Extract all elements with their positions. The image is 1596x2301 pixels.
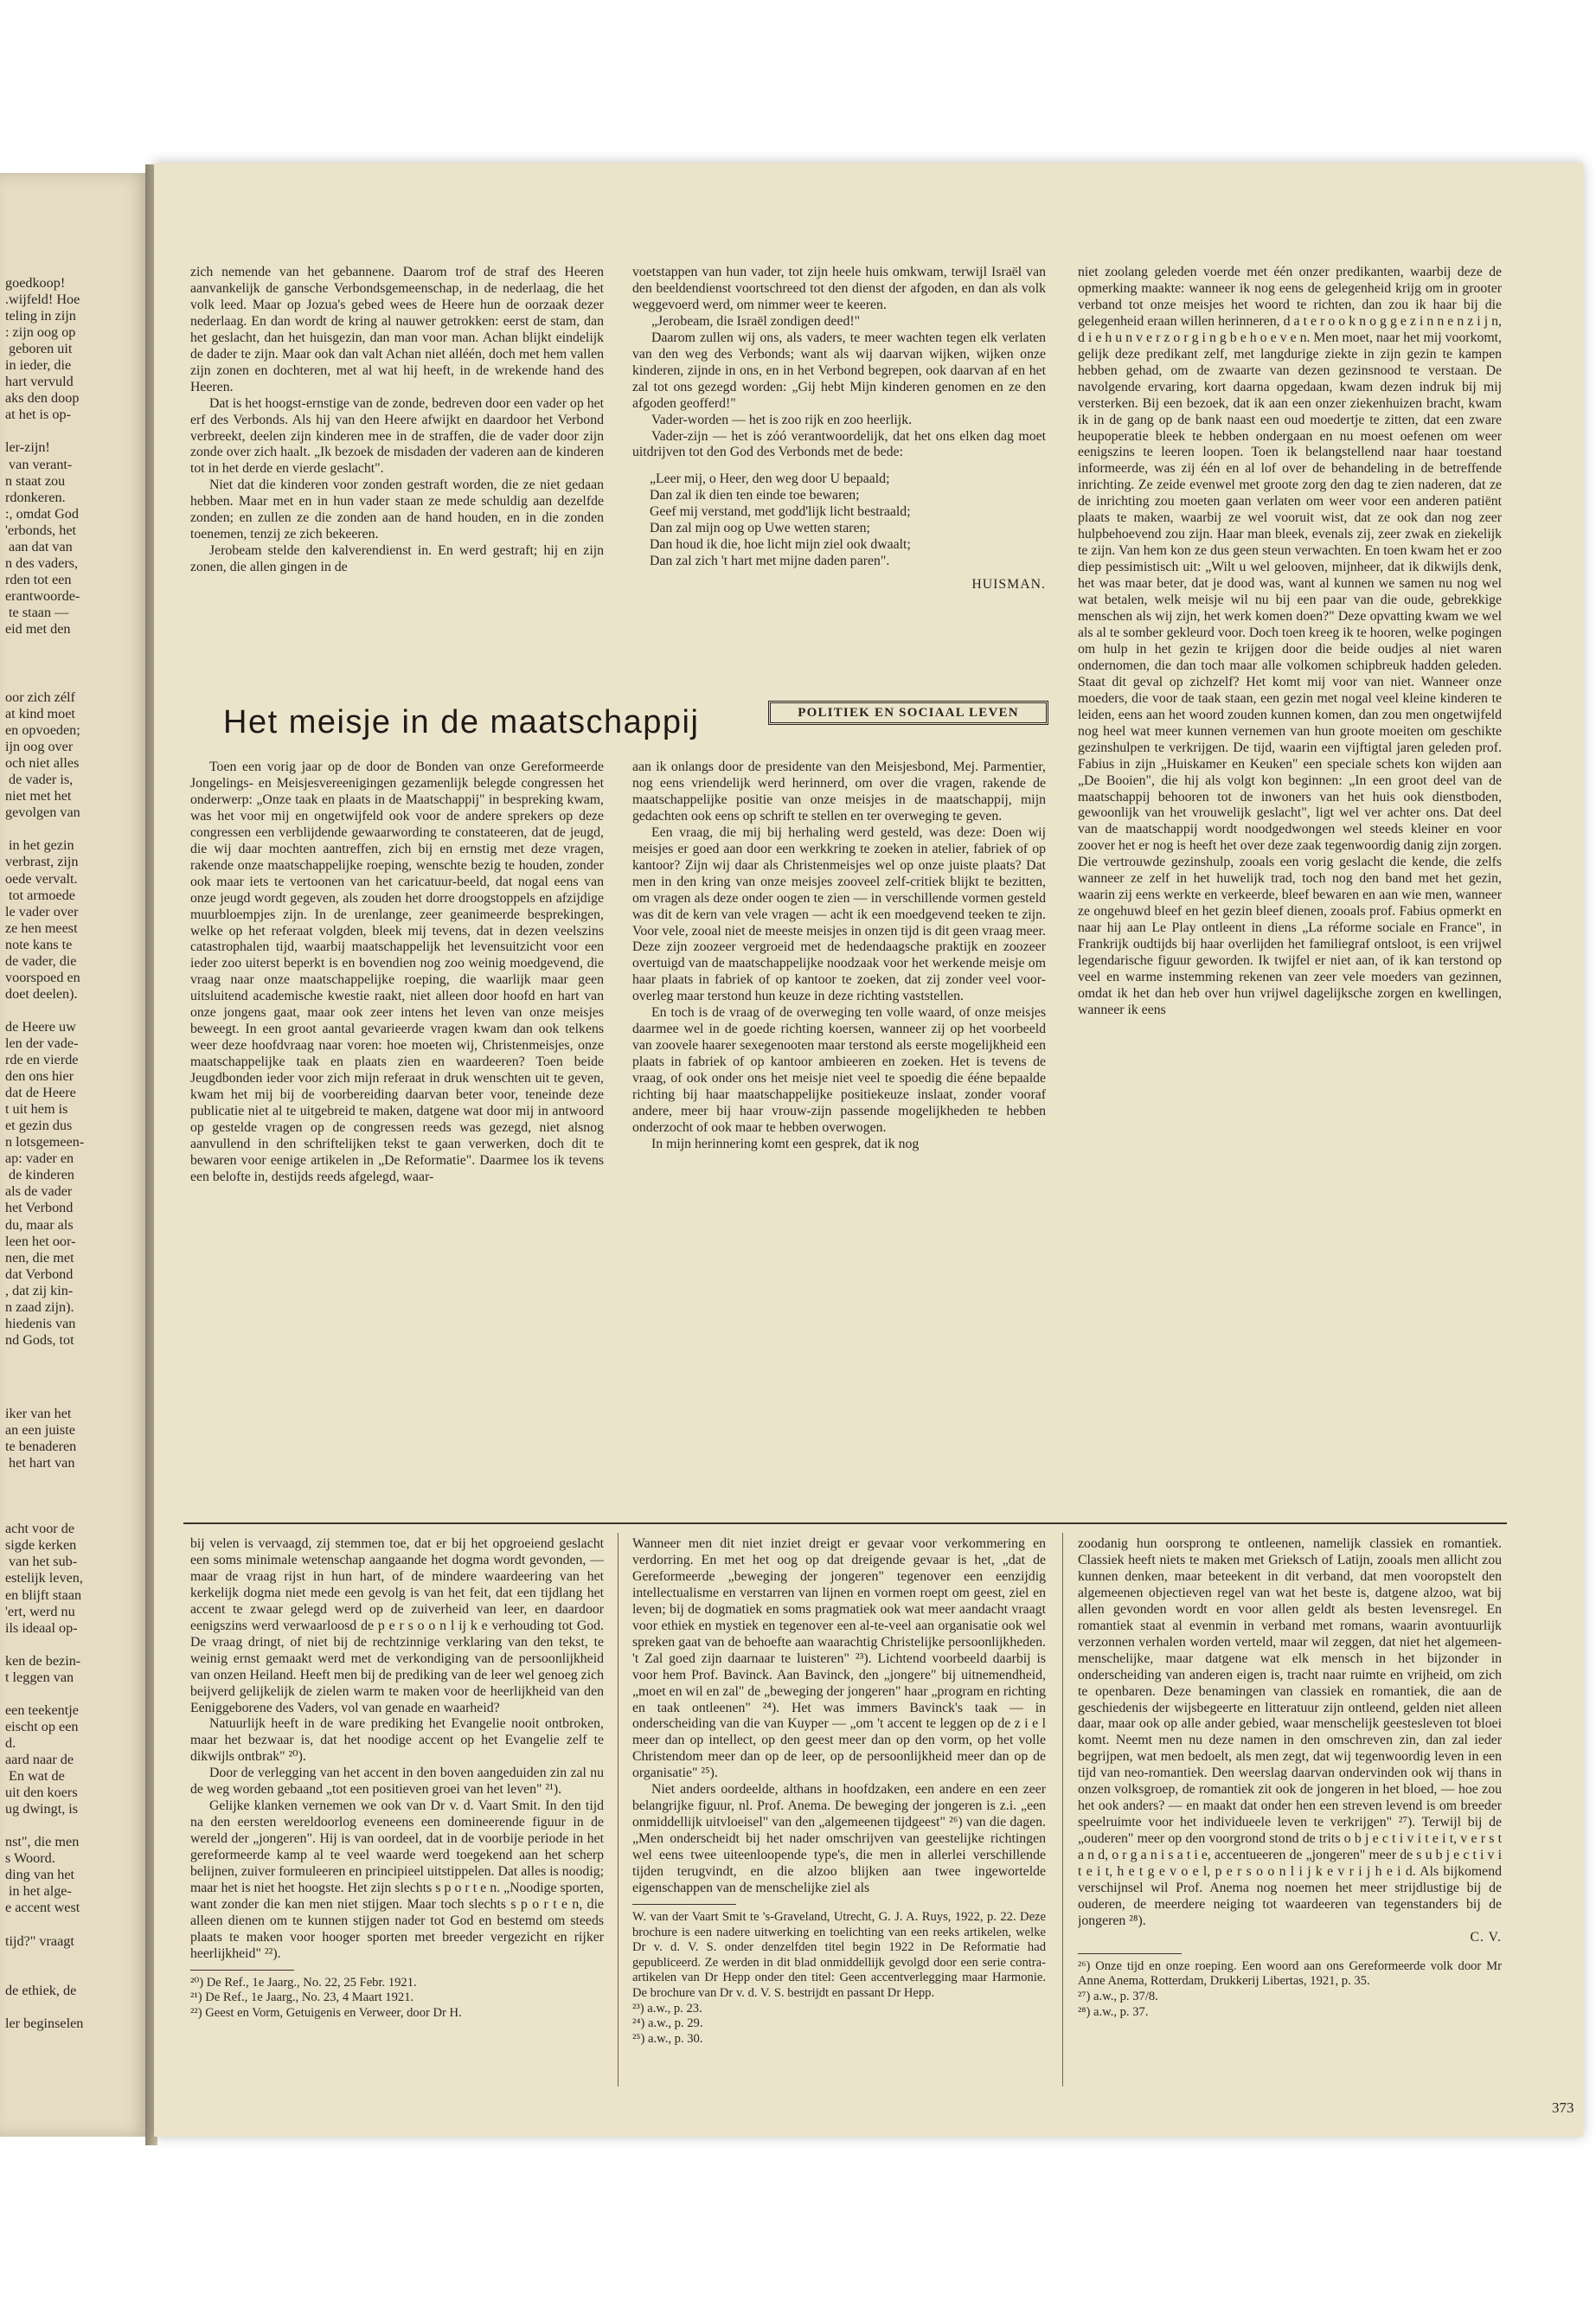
footnote-rule	[1078, 1953, 1182, 1954]
footnote: ²³) a.w., p. 23.	[632, 2001, 702, 2016]
footnote: ²⁴) a.w., p. 29.	[632, 2016, 703, 2031]
page-number: 373	[1552, 2099, 1574, 2116]
paragraph: aan ik onlangs door de presidente van den Meisjesbond, Mej. Parmentier, nog eens vriendelijk werd herinnerd, om over die vragen, rakende de maatschappelijke positie van onze meisjes in de maatschappij, mijn gedachten ook eens op schrift te stellen en ter overweging te geven.	[632, 760, 1046, 824]
section-divider	[183, 1522, 1507, 1524]
paragraph: voetstappen van hun vader, tot zijn heele huis omkwam, terwijl Israël van den beeldendienst voortschreed tot den dienst der afgoden, en dan als volk weggevoerd werd, om nimmer weer te keeren.	[632, 265, 1046, 312]
author-signature: C. V.	[1470, 1929, 1502, 1945]
left-fragment-2: oor zich zélf at kind moet en opvoeden; ijn oog over och niet alles de vader is, niet met het gevolgen van in het gezin verbrast, zijn oede vervalt. tot armoede le vader over ze hen meest note kans te de vader, die voorspoed en doet deelen). de Heere uw len der vade- rde en vierde den ons hier dat de Heere t uit hem is et gezin dus n lotsgemeen- ap: vader en de kinderen als de vader het Verbond du, maar als leen het oor- nen, die met dat Verbond , dat zij kin- n zaad zijn). hiedenis van nd Gods, tot	[5, 689, 85, 1348]
paragraph: En toch is de vraag of de overweging ten volle waard, of onze meisjes daarmee wel in de goede richting koersen, wanneer zij op het voorbeeld van zoovele haarer sexegenooten maar terstond als eerste mogelijkheid een plaats in fabriek of op kantoor ambieeren en zoeken. Het is tevens de vraag, of ook onder ons het meisje niet veel te spoedig die ééne bepaalde richting bij haar maatschappelijke positiekeuze inslaat, zonder vooraf andere, meer bij haar vrouw-zijn passende mogelijkheden te hebben onderzocht of ook maar te hebben overwogen.	[632, 1005, 1046, 1135]
paragraph: Daarom zullen wij ons, als vaders, te meer wachten tegen elk verlaten van den weg des Verbonds; want als wij daarvan wijken, wijken onze kinderen, zijnde in ons, en in het Verbond begrepen, ook daarvan af en het zal tot ons gezegd worden: „Gij hebt Mijn kinderen genomen en ze den afgoden geofferd!"	[632, 330, 1046, 411]
left-fragment-1: goedkoop! .wijfeld! Hoe teling in zijn : zijn oog op geboren uit in ieder, die hart vervuld aks den doop at het is op- ler-zijn! van verant- n staat zou rdonkeren. :, omdat God 'erbonds, het aan dat van n des vaders, rden tot een erantwoorde- te staan — eid met den	[5, 275, 80, 637]
left-fragment-3: iker van het an een juiste te benaderen het hart van acht voor de sigde kerken van het sub- estelijk leven, en blijft staan 'ert, werd nu ils ideaal op- ken de bezin- t leggen van een teekentje eischt op een d. aard naar de En wat de uit den koers ug dwingt, is nst", die men s Woord. ding van het in het alge- e accent west tijd?" vraagt de ethiek, de ler beginselen	[5, 1406, 84, 2031]
paragraph: zoodanig hun oorsprong te ontleenen, namelijk classiek en romantiek. Classiek heeft niets te maken met Grieksch of Latijn, zooals men allicht zou kunnen denken, maar beteekent in dit verband, dat men vooropstelt den algemeenen objectieven regel van wat het beste is, datgene alzoo, wat bij allen gevonden wordt en voor allen geldt als besten levensregel. En romantiek staat al evenmin in verband met romans, waarin avontuurlijk verzonnen verhalen worden verteld, maar wil zeggen, dat niet het algemeen-menschelijke, maar datgene wat elk mensch in het bijzonder in onderscheiding van anderen eigen is, tracht naar ruimte en vrijheid, om zich te openbaren. Deze benamingen van classiek en romantiek, die aan de geschiedenis der wijsbegeerte en litteratuur zijn ontleend, gelden niet alleen daar, maar ook op alle ander gebied, waar menschelijk geestesleven tot bloei komt. Neemt men nu deze namen in den omschreven zin, dan zal ieder begrijpen, wat men bedoelt, als men zegt, dat wij tegenwoordig leven in een tijd van neo-romantiek. Den weerslag daarvan ondervinden ook wij thans in onzen volksgroep, de romantiek zit ook de jongeren in het bloed, — hoe zou het ook anders? — en maakt dat onder hen een streven levend is om breeder speelruimte voor het individueele leven te verkrijgen" ²⁷). Terwijl bij de „ouderen" meer op den voorgrond stond de trits o b j e c t i v i t e i t, v e r s t a n d, o r g a n i s a t i e, accentueeren de „jongeren" meer de s u b j e c t i v i t e i t, h e t g e v o e l, p e r s o o n l i j k e v r i j h e i d. Als bijkomend verschijnsel wil Prof. Anema nog noemen het meer strijdlustige bij de ouderen, de meerdere neiging tot waardeeren van tegenstanders bij de jongeren ²⁸).	[1078, 1536, 1502, 1928]
footnote: ²¹) De Ref., 1e Jaarg., No. 23, 4 Maart 1921.	[190, 1990, 414, 2005]
paragraph: niet zoolang geleden voerde met één onzer predikanten, waarbij deze de opmerking maakte: wanneer ik nog eens de gelegenheid krijg om in grooter verband tot onze meisjes het woord te richten, dan zou ik haar bij die gelegenheid eraan willen herinneren, d a t e r o o k n o g g e z i n n e n z i j n, d i e h u n v e r z o r g i n g b e h o e v e n. Men moet, naar het mij voorkomt, gelijk deze predikant zelf, met langdurige ziekte in zijn gezin te kampen hebben gehad, om de zwaarte van dezen gezinsnood te verstaan. De navolgende ervaring, kort daarna opgedaan, kwam dezen indruk bij mij versterken. Bij een bezoek, dat ik aan een onzer ziekenhuizen bracht, kwam ik in de gang op de bank naast een oud moedertje te zitten, dat een zware heupoperatie bleek te hebben ondergaan en nu moest oefenen om weer eenigszins te leeren loopen. Toen ik belangstellend naar haar toestand informeerde, was zij één en al lof over de behandeling in de betreffende inrichting. Ze zeide evenwel met groote zorg den dag te zien naderen, dat ze de inrichting zou moeten gaan verlaten om weer voor een anderen patiënt plaats te maken, waarbij ze wel vooruit wist, dat ze ook dan nog zeer hulpbehoevend zou zijn. Haar man bleek, evenals zij, zeer zwak en ziekelijk te zijn. Van hem kon ze dus geen steun verwachten. En toen kwam het er zoo diep pessimistisch uit: „Wilt u wel gelooven, mijnheer, dat ik dikwijls denk, het was maar beter, dat je dood was, want al kunnen we samen nu nog wel wat betalen, welk meisje wil nu bij een paar van die oude, gebrekkige menschen als wij zijn, het werk komen doen?" Deze opvatting kwam we wel als al te somber gekleurd voor. Doch toen kreeg ik te hooren, welke pogingen om hulp in het gezin te krijgen door die beide oudjes al niet waren ondernomen, die dan toch maar alle volkomen schipbreuk hadden geleden. Staat dit geval op zichzelf? Het komt mij voor van niet. Wanneer onze moeders, die voor de taak staan, een gezin met nogal veel kleine kinderen te leiden, eens aan het woord zouden kunnen komen, dan zou men ongetwijfeld nog heel wat meer kunnen vernemen van hun groote moeiten om geschikte gezinshulpen te verkrijgen. De tijd, waarin een vijftigtal jaren geleden prof. Fabius in zijn „Huiskamer en Keuken" een speciale schets kon wijden aan „De Booien", die hij als volgt kon beginnen: „In een groot deel van de maatschappij behooren tot de inwoners van het huis ook dienstboden, gewoonlijk van het vrouwelijk geslacht", ligt wel ver achter ons. Dat deel van de maatschappij wordt noodgedwongen wel steeds kleiner en voor zoover het er nog is heeft het over deze zaak tegenwoordig danig zijn zorgen. Die vertrouwde gezinshulp, zooals een vorig geslacht die kende, die zelfs wanneer ze zelf in het huwelijk trad, toch nog den band met het gezin, waarin zij eens werkte en verkeerde, bleef bewaren en aan wie men, wanneer ze ongehuwd bleef en het gezin bleef dienen, zooals prof. Fabius opmerkt en naar hij aan Le Play ontleent in diens „La réforme sociale en France", in Frankrijk oudtijds bij haar overlijden het familiegraf ontsloot, is een vrijwel legendarische figuur geworden. Ik twijfel er niet aan, of ik kan terstond op veel en warme instemming rekenen van zeer vele moeders van gezinnen, omdat ik het dan heb over hun vrijwel dagelijksche zorgen en kwellingen, wanneer ik eens	[1078, 265, 1502, 1017]
paragraph: Niet anders oordeelde, althans in hoofdzaken, een andere en een zeer belangrijke figuur, nl. Prof. Anema. De beweging der jongeren is z.i. „een onmiddellijk uitvloeisel" van den „algemeenen tijdgeest" ²⁶) van die dagen. „Men onderscheidt bij het nader omschrijven van geestelijke richtingen wel eens twee uiteenloopende type's, die men in allerlei verschillende tijden terugvindt, en die alzoo blijken aan twee ingewortelde eigenschappen van de menschelijke ziel als	[632, 1782, 1046, 1896]
footnotes	[632, 1910, 1046, 2047]
paragraph: Wanneer men dit niet inziet dreigt er gevaar voor verkommering en verdorring. En met het oog op dat dreigende gevaar is het, „dat de Gereformeerde „beweging der jongeren" tegenover een eenzijdig intellectualisme en verstarren van lijnen en vormen roept om geest, ziel en leven; bij de dogmatiek en soms pragmatiek ook wat meer aandacht vraagt voor ethiek en mystiek en tegenover een al-te-veel aan organisatie ook wel spreken gaat van de behoefte aan waarachtig Christelijke persoonlijkheden. 't Zal goed zijn daarnaar te luisteren" ²³). Lichtend voorbeeld daarbij is voor hem Prof. Bavinck. Aan Bavinck, den „jongere" bij uitnemendheid, „moet en wil en zal" de „beweging der jongeren" haar „program en richting en taak ontleenen" ²⁴). Het was immers Bavinck's taak — in onderscheiding van die van Kuyper — „om 't accent te leggen op de z i e l meer dan op intellect, op den geest meer dan op den vorm, op het volle Christendom meer dan op de leer, op de persoonlijkheid meer dan op de organisatie" ²⁵).	[632, 1536, 1046, 1781]
footnote-rule	[632, 1904, 736, 1905]
article-title: Het meisje in de maatschappij	[223, 704, 700, 740]
paragraph: In mijn herinnering komt een gesprek, dat ik nog	[651, 1136, 920, 1151]
paragraph: Gelijke klanken vernemen we ook van Dr v. d. Vaart Smit. In den tijd na den eersten wereldoorlog eveneens een domineerende figuur in de wereld der „jongeren". Hij is van oordeel, dat in de voorbije periode in het gereformeerde kamp al te veel waarde werd toegekend aan het scherp belijnen, zuiver formuleeren en principieel uitstippelen. Dat alles is noodig; maar het is niet het hoogste. Het zijn slechts s p o r t e n. „Noodige sporten, want zonder die kan men niet stijgen. Maar toch slechts s p o r t e n, die alleen dienen om te kunnen stijgen nader tot God en bestemd om steeds plaats te maken voor hooger sporten met breeder vergezicht en rijker heerlijkheid" ²²).	[190, 1798, 604, 1961]
paragraph: Vader-zijn — het is zóó verantwoordelijk, dat het ons elken dag moet uitdrijven tot den God des Verbonds met de bede:	[632, 428, 1046, 460]
article-column-2	[632, 760, 1046, 1497]
footnote-rule	[190, 1970, 294, 1971]
column-divider	[618, 1533, 619, 2086]
footnotes	[190, 1976, 604, 2022]
paragraph: zich nemende van het gebannene. Daarom trof de straf des Heeren aanvankelijk de gansche Verbondsgemeenschap, in de nederlaag, die het volk leed. Maar op Jozua's gebed wees de Heere hun de oorzaak dezer nederlaag. En dan wordt de kring al nauwer getrokken: eerst de stam, dan het geslacht, dan het huisgezin, dan man voor man. Achan blijkt eindelijk de dader te zijn. Maar ook dan valt Achan niet alléén, doch met hem vallen zijn zonen en dochteren, met al wat hij heeft, in de wrekende hand des Heeren.	[190, 265, 604, 394]
main-page	[154, 163, 1583, 2137]
top-column-1	[190, 265, 604, 680]
left-page-edge	[0, 173, 149, 2137]
paragraph: Natuurlijk heeft in de ware prediking het Evangelie nooit ontbroken, maar het bezwaar is, dat het noodige accent op het Evangelie zelf te dikwijls ontbrak" ²⁰).	[190, 1716, 604, 1765]
bottom-column-3	[1078, 1536, 1502, 2099]
section-rubric: POLITIEK EN SOCIAAL LEVEN	[768, 701, 1048, 725]
top-column-2	[632, 265, 1046, 680]
footnote: ²⁶) Onze tijd en onze roeping. Een woord aan ons Gereformeerde volk door Mr Anne Anema, Rotterdam, Drukkerij Libertas, 1921, p. 35.	[1078, 1958, 1502, 1989]
article-column-1	[190, 760, 604, 1497]
footnote: W. van der Vaart Smit te 's-Graveland, Utrecht, G. J. A. Ruys, 1922, p. 22. Deze brochure is een nadere uitwerking en toelichting van een reeks artikelen, welke Dr v. d. V. S. onder denzelfden titel begin 1922 in De Reformatie had gepubliceerd. Ze werden in dit blad onmiddellijk gevolgd door een serie contra-artikelen van Dr Hepp onder den titel: Geen accentverlegging maar Harmonie. De brochure van Dr v. d. V. S. bestrijdt en passant Dr Hepp.	[632, 1909, 1046, 2000]
paragraph: Dat is het hoogst-ernstige van de zonde, bedreven door een vader op het erf des Verbonds. Als hij van den Heere afwijkt en daardoor het Verbond verbreekt, deelen zijn kinderen mee in de straffen, die de vader door zijn zonde over zich haalt. „Ik bezoek de misdaden der vaderen aan de kinderen tot in het derde en vierde geslacht".	[190, 395, 604, 477]
paragraph: Door de verlegging van het accent in den boven aangeduiden zin zal nu de weg worden gebaand „tot een positieven groei van het leven" ²¹).	[190, 1766, 604, 1798]
footnote: ²⁵) a.w., p. 30.	[632, 2031, 703, 2046]
paragraph: Vader-worden — het is zoo rijk en zoo heerlijk.	[651, 412, 913, 427]
footnote: ²²) Geest en Vorm, Getuigenis en Verweer, door Dr H.	[190, 2005, 462, 2020]
paragraph: „Jerobeam, die Israël zondigen deed!"	[651, 313, 861, 329]
bottom-column-1	[190, 1536, 604, 2099]
column-divider	[1062, 1533, 1063, 2086]
article-column-3	[1078, 265, 1502, 1497]
paragraph: Een vraag, die mij bij herhaling werd gesteld, was deze: Doen wij meisjes er goed aan door een werkkring te zoeken in atelier, fabriek of op kantoor? Zijn wij daar als Christenmeisjes wel op onze juiste plaats? Dat men in den kring van onze meisjes zooveel zelf-critiek blijkt te bezitten, om vragen als deze onder oogen te zien — in verschillende vormen gesteld was dit de kern van vele vragen — acht ik een moedgevend teeken te zijn. Voor vele, zooal niet de meeste meisjes in onzen tijd is dit geen vraag meer. Deze zijn zoozeer vergroeid met de hedendaagsche praktijk en zoozeer overtuigd van de maatschappelijke noodzaak voor het werkende meisje om haar plaats in fabriek of op kantoor te zoeken, dat zij zonder veel voor-overleg maar terstond hun keuze in deze richting vaststellen.	[632, 824, 1046, 1004]
paragraph: Jerobeam stelde den kalverendienst in. En werd gestraft; hij en zijn zonen, die allen gingen in de	[190, 543, 604, 575]
paragraph: bij velen is vervaagd, zij stemmen toe, dat er bij het opgroeiend geslacht een soms minimale wetenschap aangaande het dogma wordt gevonden, — maar de vraag rijst in hun hart, of de mindere waardeering van het kerkelijk dogma niet mede een gevolg is van het feit, dat een tijdlang het accent te zwaar gelegd werd op de zuiverheid van leer, en daardoor eenigszins werd verwaarloosd de p e r s o o n l ij k e verhouding tot God. De vraag dringt, of niet bij de rechtzinnige verklaring van den tekst, te weinig ernst gemaakt werd met de verkondiging van de persoonlijkheid van onzen Heiland. Heeft men bij de prediking van de leer wel genoeg zich beijverd gelijkelijk de zielen warm te maken voor de heerlijkheid van den Eeniggeborene des Vaders, vol van genade en waarheid?	[190, 1536, 604, 1715]
bottom-column-2	[632, 1536, 1046, 2099]
footnote: ²⁷) a.w., p. 37/8.	[1078, 1990, 1158, 2004]
footnote: ²⁰) De Ref., 1e Jaarg., No. 22, 25 Febr. 1921.	[190, 1975, 417, 1990]
paragraph: Toen een vorig jaar op de door de Bonden van onze Gereformeerde Jongelings- en Meisjesvereenigingen gezamenlijk belegde congressen het onderwerp: „Onze taak en plaats in de Maatschappij" in bespreking kwam, was het voor mij en ongetwijfeld ook voor de andere sprekers op deze congressen een verblijdende gewaarwording te constateeren, dat de jeugd, die wij daar mochten aantreffen, zich bij en ernstig met deze vragen, rakende onze maatschappelijke roeping, wenschte bezig te houden, zonder ook maar iets te vertoonen van het caricatuur-beeld, dat nogal eens van onze jeugd wordt gegeven, als zouden het dorre droogstoppels en afzijdige muurbloempjes zijn. In de urenlange, zeer geanimeerde besprekingen, welke op het referaat volgden, bleek mij tevens, dat in dezen veelszins catastrophalen tijd, waarbij maatschappelijk het levensuitzicht voor een ieder zoo uiterst beperkt is en bovendien nog zoo weinig moedgevend, die vraag naar onze maatschappelijke roeping, die waarlijk maar geen uitsluitend academische kwestie raakt, niet alleen door hoofd en hart van onze jongens gaat, maar ook zeer intens het leven van onze meisjes beweegt. In een groot aantal gevarieerde vragen kwam dan ook telkens weer deze hoofdvraag naar voren: hoe moeten wij, Christenmeisjes, onze maatschappelijke taak en plaats zien en waardeeren? Toen beide Jeugdbonden ieder voor zich mijn referaat in druk wenschten uit te geven, kwam het mij bij de voorbereiding daarvan beter voor, teneinde deze publicatie niet al te uitgebreid te maken, datgene wat door mij in antwoord op gestelde vragen op de congressen reeds was gezegd, niet alsnog aanvullend in den schriftelijken tekst te gaan verwerken, doch dit te bewaren voor eenige artikelen in „De Reformatie". Daarmee los ik tevens een belofte in, destijds reeds afgelegd, waar-	[190, 760, 604, 1184]
psalm-verse: „Leer mij, o Heer, den weg door U bepaald; Dan zal ik dien ten einde toe bewaren; Geef mij verstand, met godd'lijk licht bestraald; Dan zal mijn oog op Uwe wetten staren; Dan houd ik die, hoe licht mijn ziel ook dwaalt; Dan zal zich 't hart met mijne daden paren".	[650, 471, 911, 569]
footnote: ²⁸) a.w., p. 37.	[1078, 2004, 1149, 2019]
footnotes	[1078, 1959, 1502, 2020]
author-signature: HUISMAN.	[971, 577, 1046, 593]
paragraph: Niet dat die kinderen voor zonden gestraft worden, die ze niet gedaan hebben. Maar met en in hun vader staan ze mede schuldig aan dezelfde zonden; en zullen ze die zonden aan de hand houden, en in die zonden toenemen, tenzij ze zich bekeeren.	[190, 478, 604, 542]
